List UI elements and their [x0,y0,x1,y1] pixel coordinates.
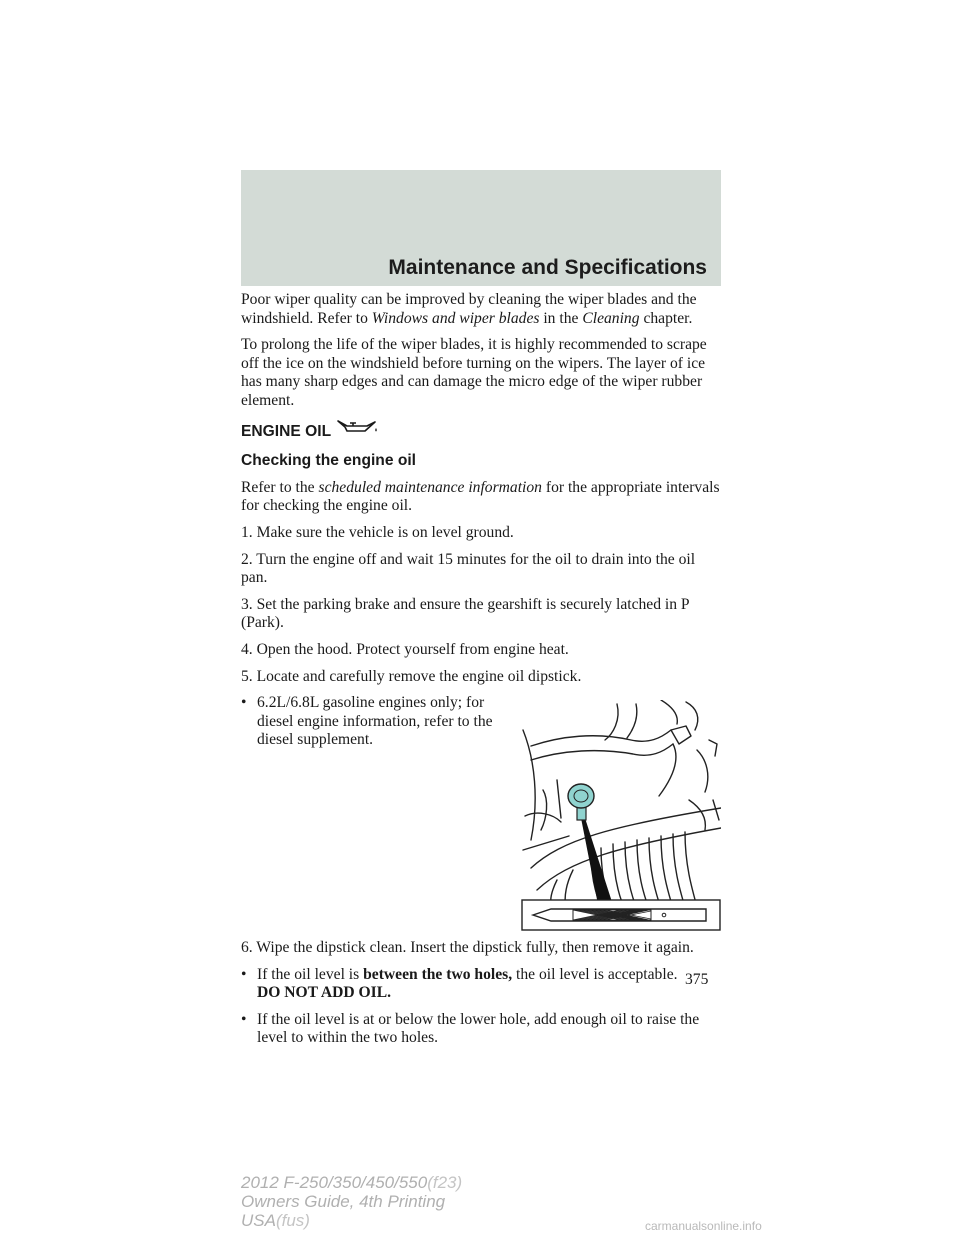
document-footer: 2012 F-250/350/450/550(f23) Owners Guide, 4th Printing USA(fus) [241,1173,463,1230]
step-6: 6. Wipe the dipstick clean. Insert the dipstick fully, then remove it again. [241,939,694,957]
level-low-bullet: • If the oil level is at or below the lower hole, add enough oil to raise the level to within the two holes. [241,1010,700,1047]
checking-oil-subheading: Checking the engine oil [241,452,417,470]
cross-reference-windows: Windows and wiper blades [371,309,540,327]
section-header-band [241,170,721,286]
page-number: 375 [685,971,709,988]
level-acceptable-bullet: • If the oil level is between the two holes, the oil level is acceptable. DO NOT ADD OIL. [241,965,678,1002]
wiper-paragraph-1: Poor wiper quality can be improved by cleaning the wiper blades and the windshield. Refer to Windows and wiper blades in the Cleaning chapter. [241,291,697,327]
engine-oil-heading: ENGINE OIL [241,423,721,443]
schedule-reference: Refer to the scheduled maintenance information for the appropriate intervals for checking the engine oil. [241,478,720,515]
section-title: Maintenance and Specifications [388,256,707,279]
step-4: 4. Open the hood. Protect yourself from engine heat. [241,640,569,658]
engine-applicability-bullet: • 6.2L/6.8L gasoline engines only; for diesel engine information, refer to the diesel supplement. [241,694,493,749]
wiper-paragraph-2: To prolong the life of the wiper blades, it is highly recommended to scrape off the ice on the windshield before turning on the wipers. The layer of ice has many sharp edges and can damage the micro edge of the wiper rubber element. [241,336,707,409]
cross-reference-schedule: scheduled maintenance information [318,478,542,496]
step-5: 5. Locate and carefully remove the engine oil dipstick. [241,667,582,685]
page-content [241,291,721,1056]
step-1: 1. Make sure the vehicle is on level ground. [241,523,514,541]
watermark: carmanualsonline.info [645,1219,762,1233]
oil-can-icon [335,417,379,443]
step-3: 3. Set the parking brake and ensure the gearshift is securely latched in P (Park). [241,595,690,632]
cross-reference-cleaning: Cleaning [582,309,640,327]
step-2: 2. Turn the engine off and wait 15 minutes for the oil to drain into the oil pan. [241,550,696,587]
